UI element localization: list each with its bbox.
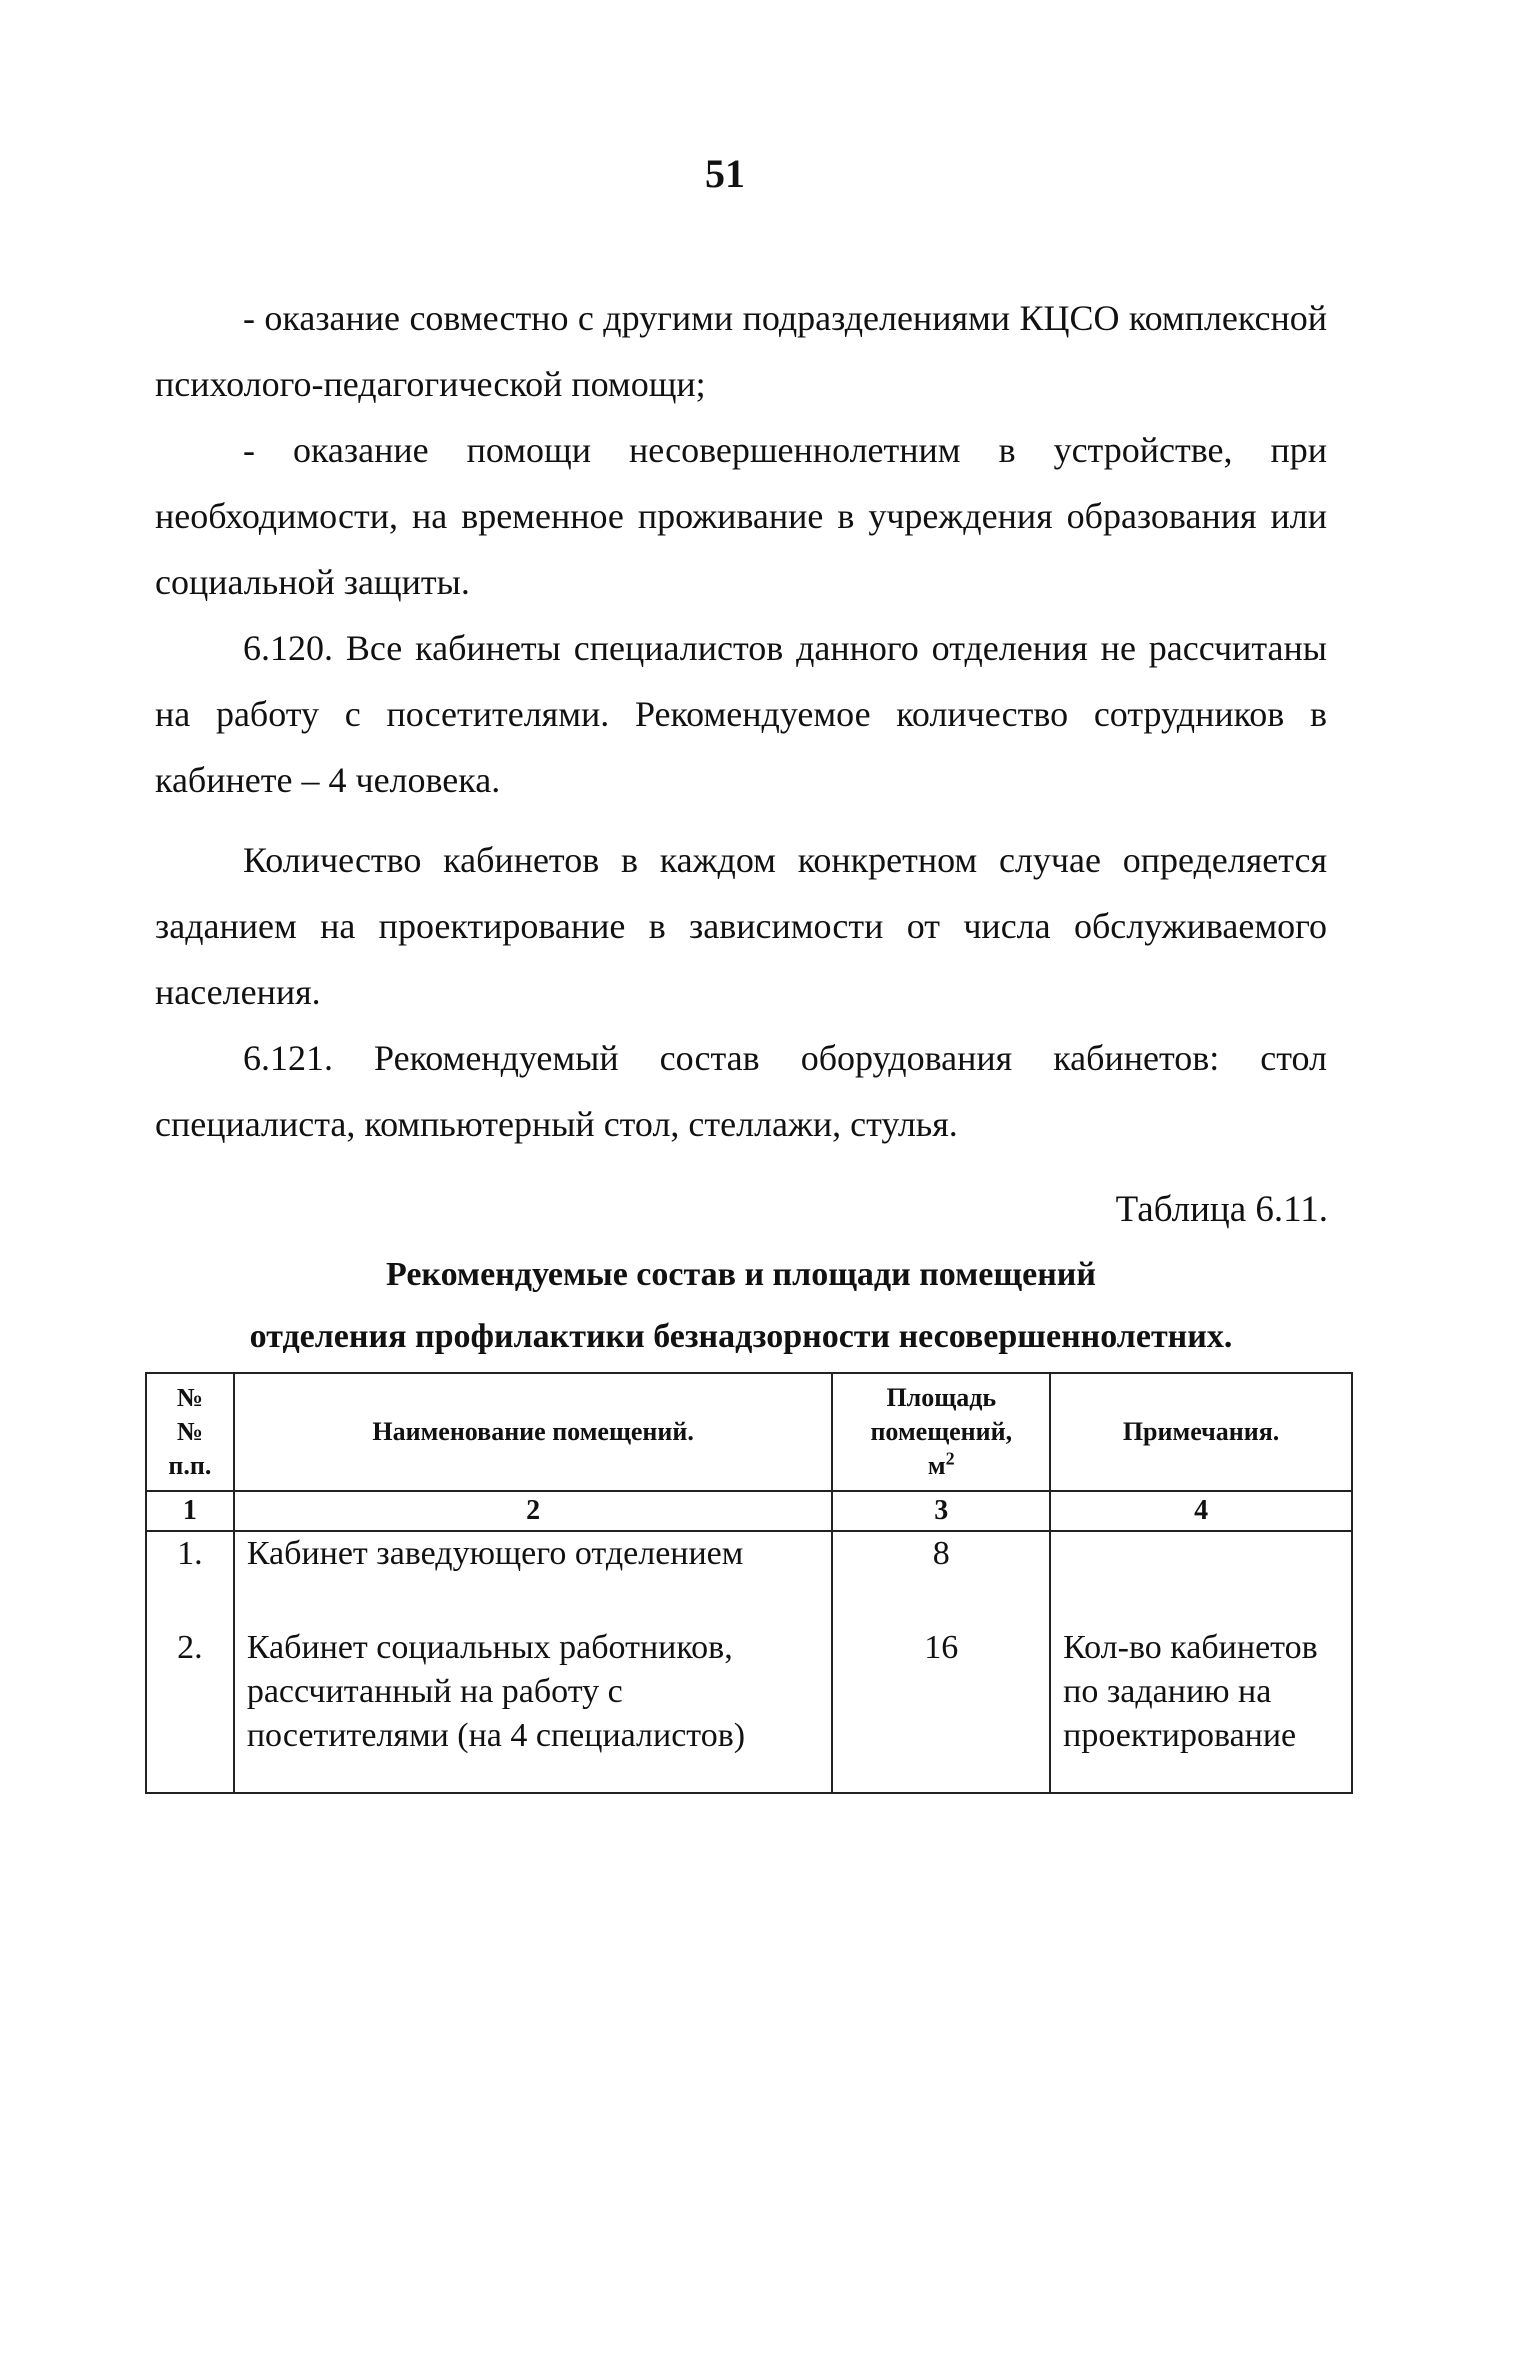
row-2-index: 2. (177, 1629, 203, 1666)
cell-index (146, 1531, 234, 1793)
row-1-name: Кабинет заведующего отделением (246, 1535, 744, 1572)
table-title-line-1: Рекомендуемые состав и площади помещений (386, 1256, 1096, 1293)
header-area-unit-sup: 2 (945, 1448, 955, 1469)
cell-area (832, 1531, 1050, 1793)
column-number: 3 (832, 1491, 1050, 1531)
table-title-line-2: отделения профилактики безнадзорности несовершеннолетних. (249, 1318, 1233, 1355)
header-name: Наименование помещений. (234, 1373, 833, 1491)
header-index-line-1: № (176, 1383, 203, 1412)
column-number: 1 (146, 1491, 234, 1531)
paragraph-2: - оказание помощи несовершеннолетним в устройстве, при необходимости, на временное проживание в учреждения образования или социальной защиты. (155, 430, 1327, 602)
header-index-line-3: п.п. (168, 1451, 212, 1480)
column-number: 4 (1050, 1491, 1352, 1531)
header-area-unit (833, 1449, 1049, 1483)
row-1-note (1063, 1532, 1339, 1576)
row-2-area: 16 (924, 1629, 959, 1666)
column-number: 2 (234, 1491, 833, 1531)
table-caption: Таблица 6.11. (1115, 1189, 1328, 1230)
page-number: 51 (705, 151, 745, 196)
table-header-row (146, 1373, 1352, 1491)
paragraph-5: 6.121. Рекомендуемый состав оборудования кабинетов: стол специалиста, компьютерный стол, стеллажи, стулья. (155, 1038, 1327, 1144)
header-index (146, 1373, 234, 1491)
row-2-name: Кабинет социальных работников, рассчитанный на работу с посетителями (на 4 специалистов) (246, 1629, 746, 1754)
body-text (155, 285, 1327, 1157)
paragraph-1: - оказание совместно с другими подразделениями КЦСО комплексной психолого-педагогической помощи; (155, 298, 1327, 404)
header-index-line-2: № (176, 1417, 203, 1446)
rooms-table (145, 1372, 1353, 1794)
row-1-area: 8 (932, 1535, 950, 1572)
row-2-note: Кол-во кабинетов по заданию на проектирование (1063, 1629, 1318, 1754)
column-number-row (146, 1491, 1352, 1531)
header-notes: Примечания. (1050, 1373, 1352, 1491)
table-row (146, 1531, 1352, 1793)
paragraph-3: 6.120. Все кабинеты специалистов данного отделения не рассчитаны на работу с посетителями. Рекомендуемое количество сотрудников в кабинете – 4 человека. (155, 628, 1327, 800)
cell-name (234, 1531, 833, 1793)
cell-note (1050, 1531, 1352, 1793)
header-area-line-1: Площадь (886, 1383, 997, 1412)
paragraph-4: Количество кабинетов в каждом конкретном случае определяется заданием на проектирование в зависимости от числа обслуживаемого населения. (155, 840, 1327, 1012)
header-area (832, 1373, 1050, 1491)
header-area-unit-text: м (927, 1451, 946, 1480)
row-1-index: 1. (177, 1535, 203, 1572)
header-area-line-2: помещений, (870, 1417, 1013, 1446)
